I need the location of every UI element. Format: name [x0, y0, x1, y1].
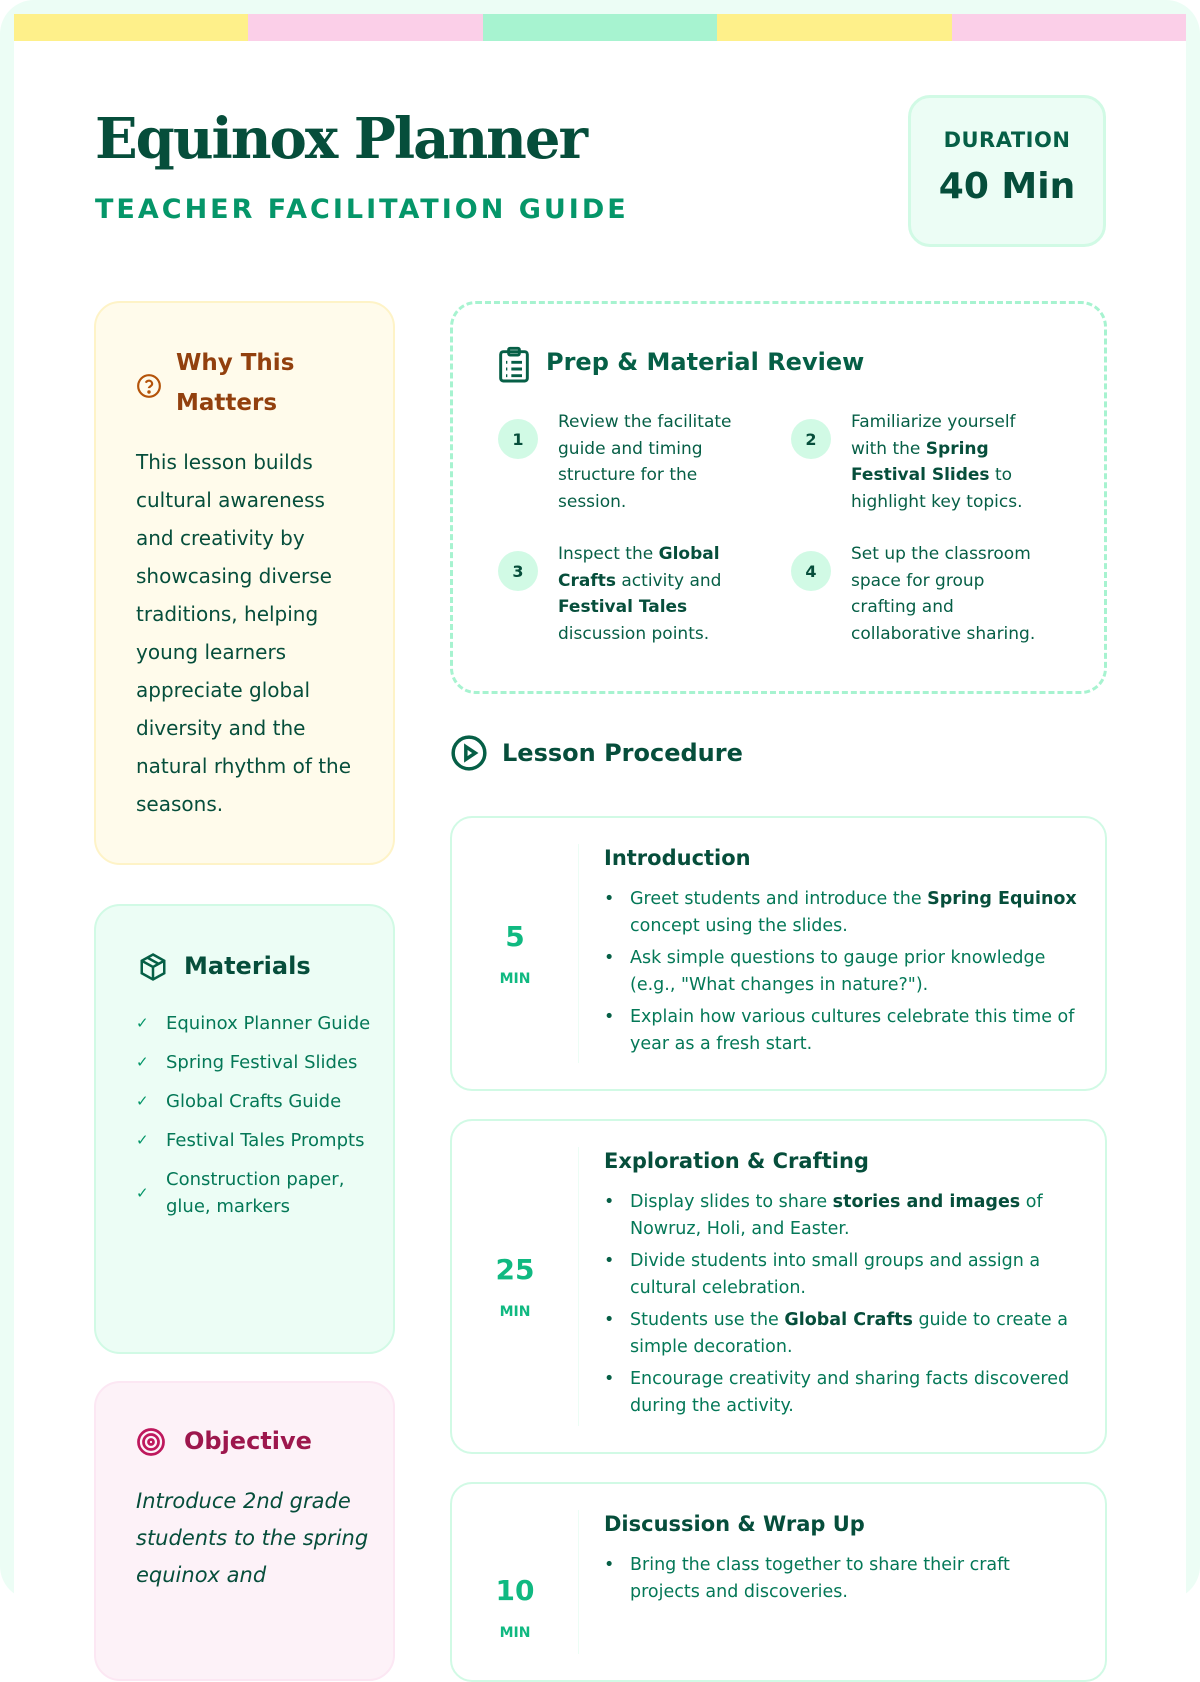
page-subtitle: TEACHER FACILITATION GUIDE — [95, 194, 629, 225]
step-duration — [452, 818, 578, 1089]
prep-title: Prep & Material Review — [546, 348, 865, 376]
procedure-step-card — [450, 1482, 1107, 1682]
materials-list — [136, 1010, 381, 1232]
stripe-segment — [483, 14, 717, 41]
check-icon: ✓ — [136, 1092, 149, 1110]
duration-badge — [908, 95, 1106, 247]
material-item — [136, 1010, 381, 1037]
stripe-segment — [952, 14, 1186, 41]
duration-value: 40 Min — [938, 166, 1076, 207]
lesson-procedure-title: Lesson Procedure — [502, 739, 743, 767]
material-label: Equinox Planner Guide — [166, 1013, 371, 1034]
step-title: Discussion & Wrap Up — [604, 1512, 865, 1536]
material-label: Global Crafts Guide — [166, 1091, 342, 1112]
step-text — [851, 409, 1051, 515]
bullet-item — [604, 886, 1085, 939]
duration-minutes: 10 — [495, 1574, 535, 1607]
materials-card — [94, 904, 395, 1354]
step-duration — [452, 1121, 578, 1452]
bullet-item — [604, 1307, 1085, 1360]
material-item — [136, 1049, 381, 1076]
step-title: Exploration & Crafting — [604, 1149, 869, 1173]
text-segment: Familiarize yourself with the — [851, 412, 1016, 459]
material-item — [136, 1166, 381, 1220]
bullet-item — [604, 945, 1085, 998]
objective-card — [94, 1381, 395, 1681]
material-label: Construction paper, glue, markers — [166, 1169, 345, 1217]
check-icon: ✓ — [136, 1131, 149, 1149]
step-bullets — [604, 1552, 1085, 1605]
why-this-matters-card — [94, 301, 395, 865]
text-segment: guide to create a simple decoration. — [630, 1310, 1068, 1357]
text-segment: Divide students into small groups and assign a cultural celebration. — [630, 1251, 1041, 1298]
duration-unit: MIN — [499, 971, 531, 987]
check-icon: ✓ — [136, 1053, 149, 1071]
planner-card — [14, 14, 1186, 1641]
bullet-item — [604, 1189, 1085, 1242]
text-segment: Bring the class together to share their craft projects and discoveries. — [630, 1555, 1010, 1602]
text-segment: Ask simple questions to gauge prior knowledge (e.g., "What changes in nature?"). — [630, 948, 1046, 995]
step-number: 4 — [791, 551, 831, 591]
material-item — [136, 1127, 381, 1154]
target-icon — [136, 1427, 166, 1457]
step-text — [851, 541, 1051, 647]
materials-title: Materials — [184, 952, 311, 980]
text-segment: Review the facilitate guide and timing structure for the session. — [558, 412, 732, 512]
prep-card — [450, 301, 1107, 694]
text-segment: Explain how various cultures celebrate this time of year as a fresh start. — [630, 1007, 1075, 1054]
why-text: This lesson builds cultural awareness and creativity by showcasing diverse traditions, helping young learners appreciate global diversity and the natural rhythm of the seasons. — [136, 450, 352, 816]
duration-unit: MIN — [499, 1304, 531, 1320]
step-text — [558, 409, 758, 515]
why-title: Why This Matters — [176, 350, 295, 416]
help-circle-icon — [136, 373, 162, 399]
page-title: Equinox Planner — [95, 106, 587, 172]
step-duration — [452, 1484, 578, 1680]
color-stripe — [14, 14, 1186, 41]
text-segment: Display slides to share — [630, 1192, 833, 1212]
step-body — [604, 1149, 1085, 1425]
text-segment: Greet students and introduce the — [630, 889, 928, 909]
bold-text: Global Crafts — [558, 544, 720, 591]
play-circle-icon — [450, 734, 488, 772]
text-segment: Students use the — [630, 1310, 785, 1330]
text-segment: Inspect the — [558, 544, 659, 564]
package-icon — [138, 952, 168, 982]
stripe-segment — [248, 14, 482, 41]
bullet-item — [604, 1248, 1085, 1301]
bullet-item — [604, 1552, 1085, 1605]
check-icon: ✓ — [136, 1014, 149, 1032]
text-segment: Set up the classroom space for group crafting and collaborative sharing. — [851, 544, 1036, 644]
bold-text: Spring Festival Slides — [851, 438, 990, 485]
objective-title: Objective — [184, 1427, 312, 1455]
step-bullets — [604, 1189, 1085, 1419]
bullet-item — [604, 1366, 1085, 1419]
duration-minutes: 5 — [505, 920, 525, 953]
text-segment: discussion points. — [558, 623, 710, 644]
bold-text: stories and images — [832, 1192, 1021, 1212]
duration-label: DURATION — [943, 128, 1071, 152]
lesson-procedure-heading — [450, 734, 743, 772]
check-icon: ✓ — [136, 1183, 149, 1202]
divider — [578, 1510, 579, 1654]
bullet-item — [604, 1004, 1085, 1057]
step-bullets — [604, 886, 1085, 1057]
bold-text: Spring Equinox — [927, 889, 1077, 909]
step-number: 3 — [498, 551, 538, 591]
step-body — [604, 846, 1085, 1063]
clipboard-list-icon — [498, 346, 530, 384]
divider — [578, 844, 579, 1063]
duration-unit: MIN — [499, 1625, 531, 1641]
text-segment: activity and — [615, 570, 722, 591]
procedure-step-card — [450, 816, 1107, 1091]
duration-minutes: 25 — [495, 1253, 535, 1286]
material-label: Spring Festival Slides — [166, 1052, 358, 1073]
stripe-segment — [717, 14, 951, 41]
material-label: Festival Tales Prompts — [166, 1130, 365, 1151]
procedure-step-card — [450, 1119, 1107, 1454]
step-number: 2 — [791, 419, 831, 459]
text-segment: concept using the slides. — [630, 915, 848, 936]
text-segment: Encourage creativity and sharing facts discovered during the activity. — [630, 1369, 1070, 1416]
stripe-segment — [14, 14, 248, 41]
step-number: 1 — [498, 419, 538, 459]
step-title: Introduction — [604, 846, 751, 870]
step-body — [604, 1512, 1085, 1611]
bold-text: Festival Tales — [558, 597, 688, 617]
text-segment: to highlight key topics. — [851, 465, 1023, 512]
step-text — [558, 541, 758, 647]
bold-text: Global Crafts — [784, 1310, 913, 1330]
divider — [578, 1147, 579, 1426]
material-item — [136, 1088, 381, 1115]
text-segment: of Nowruz, Holi, and Easter. — [630, 1192, 1043, 1239]
objective-text: Introduce 2nd grade students to the spring equinox and — [136, 1489, 369, 1587]
